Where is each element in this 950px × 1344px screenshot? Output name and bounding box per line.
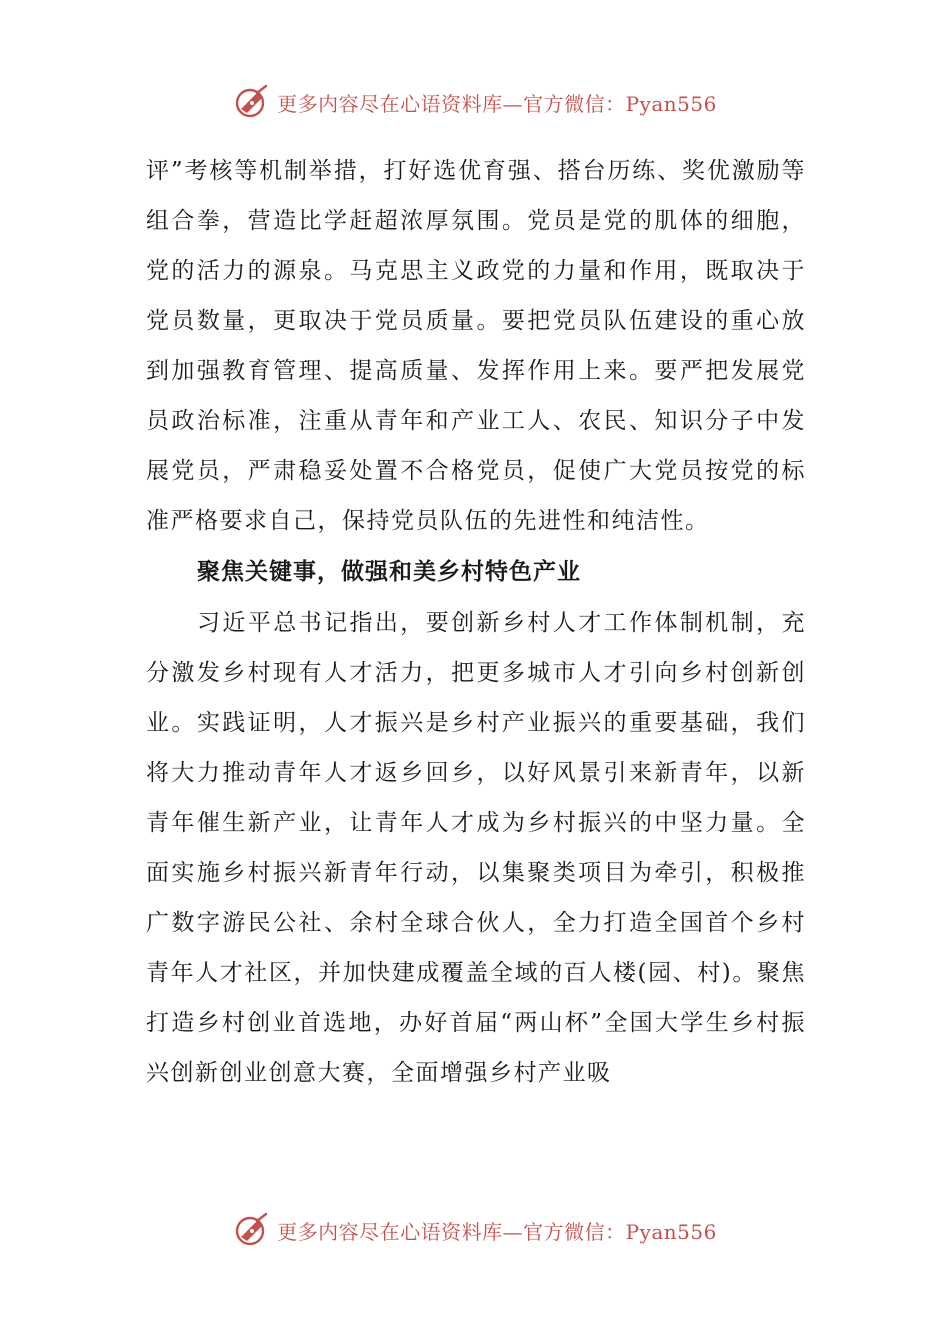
body-paragraph-2: 习近平总书记指出，要创新乡村人才工作体制机制，充分激发乡村现有人才活力，把更多城市人才引向乡村创新创业。实践证明，人才振兴是乡村产业振兴的重要基础，我们将大力推动青年人才返乡回乡，以好风景引来新青年，以新青年催生新产业，让青年人才成为乡村振兴的中坚力量。全面实施乡村振兴新青年行动，以集聚类项目为牵引，积极推广数字游民公社、余村全球合伙人，全力打造全国首个乡村青年人才社区，并加快建成覆盖全域的百人楼(园、村)。聚焦打造乡村创业首选地，办好首届“两山杯”全国大学生乡村振兴创新创业创意大赛，全面增强乡村产业吸 <box>146 610 806 1086</box>
body-paragraph-1: 评”考核等机制举措，打好选优育强、搭台历练、奖优激励等组合拳，营造比学赶超浓厚氛围。党员是党的肌体的细胞，党的活力的源泉。马克思主义政党的力量和作用，既取决于党员数量，更取决于党员质量。要把党员队伍建设的重心放到加强教育管理、提高质量、发挥作用上来。要严把发展党员政治标准，注重从青年和产业工人、农民、知识分子中发展党员，严肃稳妥处置不合格党员，促使广大党员按党的标准严格要求自己，保持党员队伍的先进性和纯洁性。 <box>146 158 806 534</box>
footer-banner-text: 更多内容尽在心语资料库—官方微信：Pyan556 <box>277 1219 717 1244</box>
header-banner-text: 更多内容尽在心语资料库—官方微信：Pyan556 <box>277 91 717 116</box>
footer-banner <box>0 1208 950 1252</box>
document-body <box>146 146 806 1098</box>
pen-nib-logo-icon <box>233 1211 271 1249</box>
section-heading: 聚焦关键事，做强和美乡村特色产业 <box>197 559 581 585</box>
header-banner <box>0 80 950 124</box>
pen-nib-logo-icon <box>233 83 271 121</box>
